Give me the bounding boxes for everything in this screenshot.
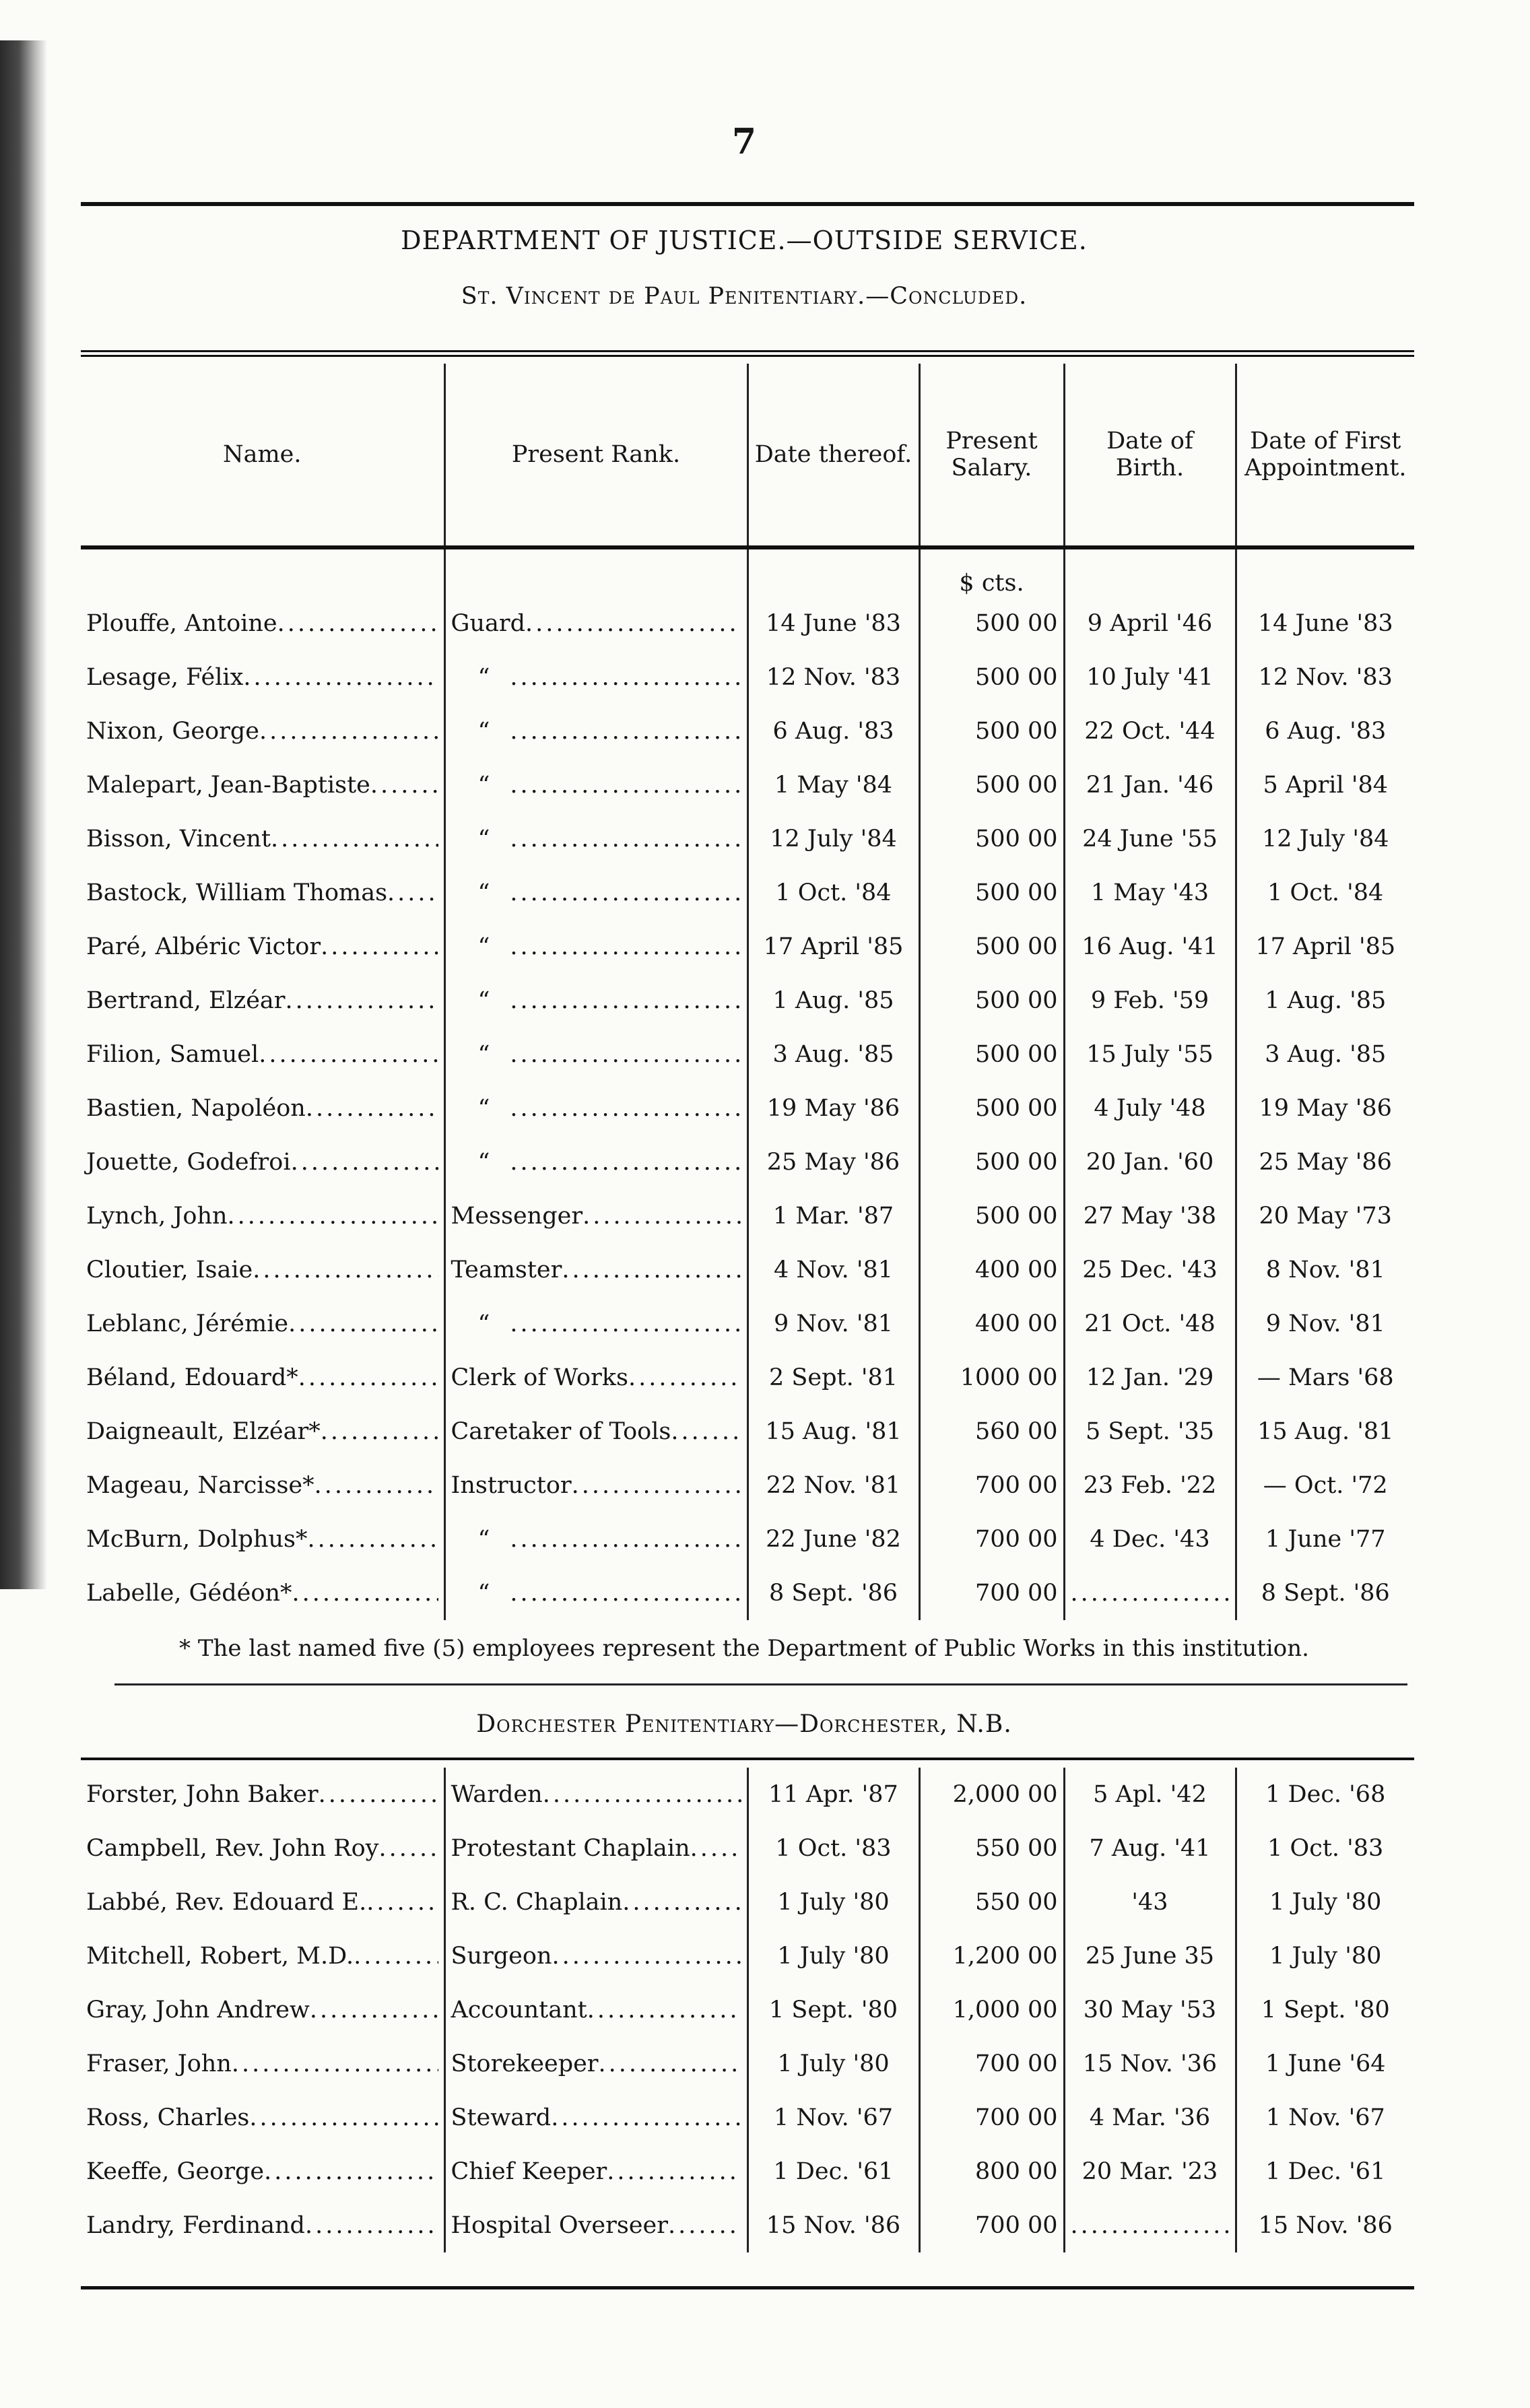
cell-salary: 500 00 <box>919 866 1064 920</box>
rank-text: Guard <box>451 610 526 637</box>
cell-birth: 4 Dec. '43 <box>1064 1512 1236 1566</box>
table-row <box>81 650 1414 704</box>
cell-appointed: 1 Dec. '68 <box>1236 1768 1414 1821</box>
cell-appointed: 1 Oct. '83 <box>1236 1821 1414 1875</box>
name-text: Forster, John Baker <box>86 1781 319 1808</box>
name-text: Nixon, George <box>86 718 260 745</box>
table-row <box>81 866 1414 920</box>
cell-appointed: 15 Aug. '81 <box>1236 1405 1414 1459</box>
cell-date: 1 July '80 <box>747 1875 919 1929</box>
cell-appointed: 9 Nov. '81 <box>1236 1297 1414 1351</box>
cell-date: 19 May '86 <box>747 1081 919 1135</box>
cell-date: 1 Oct. '83 <box>747 1821 919 1875</box>
cell-birth: 22 Oct. '44 <box>1064 704 1236 758</box>
cell-salary: 550 00 <box>919 1875 1064 1929</box>
rank-text: Caretaker of Tools <box>451 1418 671 1445</box>
page-number: 7 <box>731 121 757 162</box>
name-text: Mageau, Narcisse* <box>86 1472 314 1499</box>
cell-rank <box>444 1983 747 2037</box>
cell-name <box>81 1081 444 1135</box>
cell-birth: '43 <box>1064 1875 1236 1929</box>
table-row <box>81 597 1414 650</box>
cell-rank <box>444 812 747 866</box>
name-text: Malepart, Jean-Baptiste <box>86 772 370 799</box>
cell-salary: 700 00 <box>919 2199 1064 2252</box>
section2-rule <box>81 1758 1414 1760</box>
cell-date: 1 Oct. '84 <box>747 866 919 920</box>
cell-appointed: 1 Dec. '61 <box>1236 2145 1414 2199</box>
cell-appointed: 1 July '80 <box>1236 1875 1414 1929</box>
section-title: St. Vincent de Paul Penitentiary.—Concluded. <box>461 283 1028 310</box>
cell-birth: 4 July '48 <box>1064 1081 1236 1135</box>
cell-appointed: 19 May '86 <box>1236 1081 1414 1135</box>
cell-birth: 5 Apl. '42 <box>1064 1768 1236 1821</box>
name-text: Keeffe, George <box>86 2158 265 2185</box>
cell-salary: 500 00 <box>919 812 1064 866</box>
table-row <box>81 920 1414 974</box>
cell-appointed: 20 May '73 <box>1236 1189 1414 1243</box>
cell-name <box>81 650 444 704</box>
cell-birth: 5 Sept. '35 <box>1064 1405 1236 1459</box>
cell-rank <box>444 1875 747 1929</box>
cell-appointed: 17 April '85 <box>1236 920 1414 974</box>
document-page <box>74 0 1414 2408</box>
cell-birth <box>1064 1566 1236 1620</box>
cell-rank <box>444 2091 747 2145</box>
cell-appointed: 1 June '77 <box>1236 1512 1414 1566</box>
footnote: * The last named five (5) employees represent the Department of Public Works in this institution. <box>179 1635 1309 1662</box>
cell-name <box>81 2199 444 2252</box>
cell-rank <box>444 1459 747 1512</box>
cell-birth: 27 May '38 <box>1064 1189 1236 1243</box>
cell-birth: 7 Aug. '41 <box>1064 1821 1236 1875</box>
cell-salary: 1000 00 <box>919 1351 1064 1405</box>
cell-birth: 24 June '55 <box>1064 812 1236 866</box>
table-row <box>81 1189 1414 1243</box>
personnel-table-body <box>81 547 1414 1620</box>
cell-salary: 700 00 <box>919 1566 1064 1620</box>
cell-rank <box>444 650 747 704</box>
cell-name <box>81 1135 444 1189</box>
name-text: Lynch, John <box>86 1203 228 1230</box>
rank-text: “ <box>477 664 490 691</box>
cell-birth: 16 Aug. '41 <box>1064 920 1236 974</box>
rank-text: “ <box>477 1526 490 1553</box>
cell-name <box>81 2091 444 2145</box>
cell-date: 9 Nov. '81 <box>747 1297 919 1351</box>
cell-birth: 12 Jan. '29 <box>1064 1351 1236 1405</box>
cell-salary: 500 00 <box>919 974 1064 1028</box>
cell-date: 2 Sept. '81 <box>747 1351 919 1405</box>
personnel-table <box>81 364 1414 1620</box>
cell-rank <box>444 920 747 974</box>
bottom-rule <box>81 2286 1414 2289</box>
cell-name <box>81 920 444 974</box>
rank-text: Instructor <box>451 1472 572 1499</box>
cell-rank <box>444 1768 747 1821</box>
cell-birth: 21 Oct. '48 <box>1064 1297 1236 1351</box>
cell-salary: 700 00 <box>919 2037 1064 2091</box>
cell-name <box>81 758 444 812</box>
cell-name <box>81 2037 444 2091</box>
cell-date: 1 July '80 <box>747 2037 919 2091</box>
cell-rank <box>444 2199 747 2252</box>
name-text: Bastien, Napoléon <box>86 1095 306 1122</box>
salary-units: $ cts. <box>919 547 1064 597</box>
table-row <box>81 1875 1414 1929</box>
cell-birth: 20 Jan. '60 <box>1064 1135 1236 1189</box>
top-rule <box>81 202 1414 206</box>
cell-date: 22 June '82 <box>747 1512 919 1566</box>
cell-salary: 700 00 <box>919 1459 1064 1512</box>
cell-salary: 1,200 00 <box>919 1929 1064 1983</box>
table-row <box>81 1297 1414 1351</box>
name-text: Gray, John Andrew <box>86 1997 310 2024</box>
table-row <box>81 1821 1414 1875</box>
cell-date: 17 April '85 <box>747 920 919 974</box>
name-text: Labbé, Rev. Edouard E. <box>86 1889 367 1916</box>
cell-name <box>81 1512 444 1566</box>
cell-rank <box>444 1405 747 1459</box>
cell-rank <box>444 597 747 650</box>
cell-birth: 23 Feb. '22 <box>1064 1459 1236 1512</box>
cell-date: 15 Nov. '86 <box>747 2199 919 2252</box>
cell-name <box>81 1297 444 1351</box>
cell-rank <box>444 1189 747 1243</box>
cell-appointed: 1 July '80 <box>1236 1929 1414 1983</box>
cell-name <box>81 1243 444 1297</box>
footnote-rule <box>114 1683 1407 1685</box>
name-text: Landry, Ferdinand <box>86 2212 305 2239</box>
cell-salary: 500 00 <box>919 1028 1064 1081</box>
header-salary: Present Salary. <box>919 364 1064 547</box>
header-name: Name. <box>81 364 444 547</box>
cell-name <box>81 1929 444 1983</box>
name-text: McBurn, Dolphus* <box>86 1526 308 1553</box>
cell-appointed: 8 Nov. '81 <box>1236 1243 1414 1297</box>
cell-name <box>81 1189 444 1243</box>
cell-appointed: 1 Oct. '84 <box>1236 866 1414 920</box>
table-row <box>81 758 1414 812</box>
dorchester-table-body <box>81 1768 1414 2252</box>
cell-date: 1 Dec. '61 <box>747 2145 919 2199</box>
table-row <box>81 1459 1414 1512</box>
units-row <box>81 547 1414 597</box>
rank-text: Clerk of Works <box>451 1364 628 1391</box>
cell-date: 1 Mar. '87 <box>747 1189 919 1243</box>
cell-name <box>81 1821 444 1875</box>
cell-salary: 500 00 <box>919 650 1064 704</box>
cell-appointed: 3 Aug. '85 <box>1236 1028 1414 1081</box>
cell-salary: 2,000 00 <box>919 1768 1064 1821</box>
cell-date: 3 Aug. '85 <box>747 1028 919 1081</box>
header-rank: Present Rank. <box>444 364 747 547</box>
cell-rank <box>444 974 747 1028</box>
cell-rank <box>444 704 747 758</box>
cell-birth: 25 June 35 <box>1064 1929 1236 1983</box>
rank-text: Warden <box>451 1781 543 1808</box>
name-text: Daigneault, Elzéar* <box>86 1418 321 1445</box>
table-row <box>81 1566 1414 1620</box>
cell-name <box>81 597 444 650</box>
cell-rank <box>444 1351 747 1405</box>
cell-appointed: 6 Aug. '83 <box>1236 704 1414 758</box>
name-text: Lesage, Félix <box>86 664 244 691</box>
table-row <box>81 812 1414 866</box>
cell-rank <box>444 2037 747 2091</box>
page-title: DEPARTMENT OF JUSTICE.—OUTSIDE SERVICE. <box>401 226 1088 255</box>
cell-name <box>81 1405 444 1459</box>
cell-appointed: — Mars '68 <box>1236 1351 1414 1405</box>
rank-text: “ <box>477 1310 490 1337</box>
table-row <box>81 1135 1414 1189</box>
cell-salary: 400 00 <box>919 1297 1064 1351</box>
cell-rank <box>444 1081 747 1135</box>
cell-date: 1 Nov. '67 <box>747 2091 919 2145</box>
cell-appointed: 1 Sept. '80 <box>1236 1983 1414 2037</box>
rank-text: Steward <box>451 2104 552 2131</box>
table-row <box>81 1405 1414 1459</box>
cell-date: 1 May '84 <box>747 758 919 812</box>
cell-rank <box>444 1135 747 1189</box>
cell-salary: 550 00 <box>919 1821 1064 1875</box>
dorchester-table <box>81 1768 1414 2252</box>
table-row <box>81 2037 1414 2091</box>
cell-birth: 25 Dec. '43 <box>1064 1243 1236 1297</box>
cell-rank <box>444 1297 747 1351</box>
cell-birth: 15 July '55 <box>1064 1028 1236 1081</box>
cell-name <box>81 866 444 920</box>
cell-date: 1 Aug. '85 <box>747 974 919 1028</box>
cell-name <box>81 1351 444 1405</box>
cell-date: 12 July '84 <box>747 812 919 866</box>
cell-rank <box>444 1028 747 1081</box>
name-text: Mitchell, Robert, M.D. <box>86 1943 354 1970</box>
cell-rank <box>444 758 747 812</box>
cell-date: 1 July '80 <box>747 1929 919 1983</box>
header-birth: Date of Birth. <box>1064 364 1236 547</box>
rank-text: Accountant <box>451 1997 587 2024</box>
cell-appointed: 1 Nov. '67 <box>1236 2091 1414 2145</box>
cell-birth: 4 Mar. '36 <box>1064 2091 1236 2145</box>
rank-text: “ <box>477 1041 490 1068</box>
cell-name <box>81 704 444 758</box>
cell-rank <box>444 866 747 920</box>
rank-text: “ <box>477 879 490 906</box>
rank-text: “ <box>477 1149 490 1176</box>
rank-text: “ <box>477 718 490 745</box>
name-text: Bisson, Vincent <box>86 826 271 852</box>
cell-birth: 9 Feb. '59 <box>1064 974 1236 1028</box>
cell-appointed: 12 July '84 <box>1236 812 1414 866</box>
cell-rank <box>444 1821 747 1875</box>
cell-birth: 30 May '53 <box>1064 1983 1236 2037</box>
cell-date: 8 Sept. '86 <box>747 1566 919 1620</box>
cell-salary: 500 00 <box>919 704 1064 758</box>
name-text: Béland, Edouard* <box>86 1364 298 1391</box>
cell-birth: 15 Nov. '36 <box>1064 2037 1236 2091</box>
cell-name <box>81 1028 444 1081</box>
cell-name <box>81 2145 444 2199</box>
rank-text: “ <box>477 1580 490 1607</box>
cell-date: 25 May '86 <box>747 1135 919 1189</box>
cell-date: 15 Aug. '81 <box>747 1405 919 1459</box>
table-row <box>81 1028 1414 1081</box>
header-double-rule <box>81 350 1414 357</box>
cell-salary: 500 00 <box>919 1135 1064 1189</box>
name-text: Campbell, Rev. John Roy <box>86 1835 379 1862</box>
cell-name <box>81 812 444 866</box>
cell-appointed: 14 June '83 <box>1236 597 1414 650</box>
name-text: Cloutier, Isaie <box>86 1257 253 1283</box>
table-row <box>81 1243 1414 1297</box>
name-text: Bastock, William Thomas <box>86 879 388 906</box>
cell-appointed: — Oct. '72 <box>1236 1459 1414 1512</box>
rank-text: Storekeeper <box>451 2050 599 2077</box>
rank-text: “ <box>477 1095 490 1122</box>
rank-text: Hospital Overseer <box>451 2212 668 2239</box>
rank-text: Protestant Chaplain <box>451 1835 690 1862</box>
cell-birth: 1 May '43 <box>1064 866 1236 920</box>
table-row <box>81 1768 1414 1821</box>
name-text: Ross, Charles <box>86 2104 250 2131</box>
cell-appointed: 1 June '64 <box>1236 2037 1414 2091</box>
table-row <box>81 1929 1414 1983</box>
section2-title: Dorchester Penitentiary—Dorchester, N.B. <box>476 1710 1012 1738</box>
rank-text: “ <box>477 772 490 799</box>
cell-salary: 500 00 <box>919 1189 1064 1243</box>
scan-shadow <box>0 40 47 1589</box>
cell-name <box>81 1768 444 1821</box>
cell-salary: 500 00 <box>919 920 1064 974</box>
name-text: Leblanc, Jérémie <box>86 1310 289 1337</box>
table-row <box>81 2091 1414 2145</box>
cell-appointed: 25 May '86 <box>1236 1135 1414 1189</box>
cell-salary: 800 00 <box>919 2145 1064 2199</box>
cell-date: 1 Sept. '80 <box>747 1983 919 2037</box>
name-text: Fraser, John <box>86 2050 232 2077</box>
rank-text: Chief Keeper <box>451 2158 607 2185</box>
table-row <box>81 1983 1414 2037</box>
rank-text: “ <box>477 987 490 1014</box>
table-row <box>81 1351 1414 1405</box>
rank-text: R. C. Chaplain <box>451 1889 623 1916</box>
header-first-appointment: Date of First Appointment. <box>1236 364 1414 547</box>
cell-salary: 500 00 <box>919 758 1064 812</box>
cell-birth: 10 July '41 <box>1064 650 1236 704</box>
rank-text: Messenger <box>451 1203 583 1230</box>
header-date-thereof: Date thereof. <box>747 364 919 547</box>
cell-birth: 21 Jan. '46 <box>1064 758 1236 812</box>
cell-name <box>81 1459 444 1512</box>
cell-rank <box>444 2145 747 2199</box>
table-row <box>81 2145 1414 2199</box>
name-text: Paré, Albéric Victor <box>86 933 321 960</box>
table-row <box>81 1081 1414 1135</box>
cell-date: 14 June '83 <box>747 597 919 650</box>
rank-text: “ <box>477 826 490 852</box>
cell-birth: 9 April '46 <box>1064 597 1236 650</box>
cell-rank <box>444 1929 747 1983</box>
table-header-row <box>81 364 1414 547</box>
name-text: Bertrand, Elzéar <box>86 987 286 1014</box>
name-text: Plouffe, Antoine <box>86 610 277 637</box>
cell-rank <box>444 1243 747 1297</box>
name-text: Labelle, Gédéon* <box>86 1580 292 1607</box>
table-row <box>81 704 1414 758</box>
cell-appointed: 8 Sept. '86 <box>1236 1566 1414 1620</box>
cell-appointed: 12 Nov. '83 <box>1236 650 1414 704</box>
cell-birth: 20 Mar. '23 <box>1064 2145 1236 2199</box>
cell-date: 11 Apr. '87 <box>747 1768 919 1821</box>
cell-name <box>81 1566 444 1620</box>
name-text: Jouette, Godefroi <box>86 1149 291 1176</box>
table-row <box>81 1512 1414 1566</box>
cell-date: 6 Aug. '83 <box>747 704 919 758</box>
cell-name <box>81 974 444 1028</box>
name-text: Filion, Samuel <box>86 1041 259 1068</box>
cell-rank <box>444 1566 747 1620</box>
cell-appointed: 1 Aug. '85 <box>1236 974 1414 1028</box>
rank-text: Teamster <box>451 1257 562 1283</box>
cell-date: 12 Nov. '83 <box>747 650 919 704</box>
cell-salary: 700 00 <box>919 1512 1064 1566</box>
cell-birth <box>1064 2199 1236 2252</box>
cell-salary: 500 00 <box>919 1081 1064 1135</box>
cell-salary: 700 00 <box>919 2091 1064 2145</box>
cell-date: 22 Nov. '81 <box>747 1459 919 1512</box>
cell-appointed: 5 April '84 <box>1236 758 1414 812</box>
cell-salary: 500 00 <box>919 597 1064 650</box>
rank-text: Surgeon <box>451 1943 552 1970</box>
rank-text: “ <box>477 933 490 960</box>
cell-salary: 1,000 00 <box>919 1983 1064 2037</box>
cell-salary: 400 00 <box>919 1243 1064 1297</box>
table-row <box>81 974 1414 1028</box>
cell-date: 4 Nov. '81 <box>747 1243 919 1297</box>
cell-rank <box>444 1512 747 1566</box>
cell-appointed: 15 Nov. '86 <box>1236 2199 1414 2252</box>
cell-name <box>81 1983 444 2037</box>
cell-salary: 560 00 <box>919 1405 1064 1459</box>
table-row <box>81 2199 1414 2252</box>
cell-name <box>81 1875 444 1929</box>
